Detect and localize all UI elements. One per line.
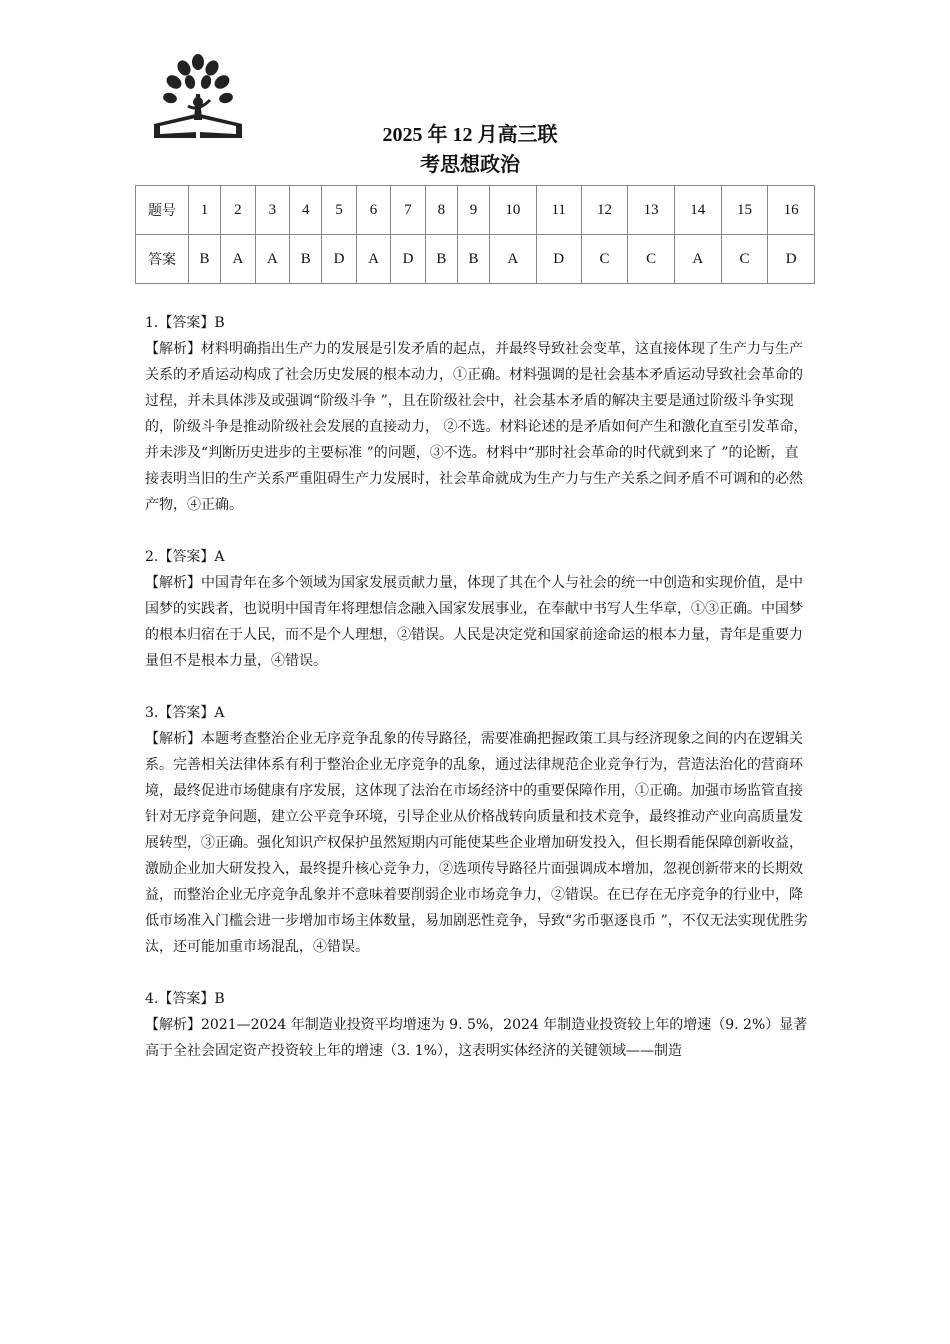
question-number: 3 (255, 186, 290, 235)
question-number: 7 (391, 186, 426, 235)
answer-cell: B (189, 235, 221, 284)
analysis-text: 【解析】中国青年在多个领域为国家发展贡献力量，体现了其在个人与社会的统一中创造和实现价值，是中国梦的实践者，也说明中国青年将理想信念融入国家发展事业，在奉献中书写人生华章，①③正确。中国梦的根本归宿在于人民，而不是个人理想，②错误。人民是决定党和国家前途命运的根本力量，青年是重要力量但不是根本力量，④错误。 (145, 575, 803, 669)
question-number: 5 (322, 186, 357, 235)
answer-table (135, 185, 815, 284)
question-number: 10 (490, 186, 537, 235)
question-number: 14 (674, 186, 721, 235)
title-line-1: 2025 年 12 月高三联 (382, 124, 558, 146)
answer-cell: B (425, 235, 457, 284)
answer-line: 3.【答案】A (145, 705, 225, 721)
answer-cell: A (221, 235, 256, 284)
answer-cell: B (457, 235, 489, 284)
answer-cell: D (768, 235, 815, 284)
question-block-4 (145, 986, 810, 1064)
answer-cell: C (628, 235, 675, 284)
title-line-2: 考思想政治 (420, 154, 520, 176)
question-number: 16 (768, 186, 815, 235)
question-number: 1 (189, 186, 221, 235)
question-number: 8 (425, 186, 457, 235)
answer-cell: D (536, 235, 581, 284)
answer-cell: B (290, 235, 322, 284)
page-title (340, 120, 600, 180)
answer-line: 2.【答案】A (145, 549, 225, 565)
row-label-answer: 答案 (136, 235, 189, 284)
solutions-body (145, 310, 810, 1090)
table-row-numbers (136, 186, 815, 235)
question-number: 11 (536, 186, 581, 235)
analysis-text: 【解析】2021—2024 年制造业投资平均增速为 9. 5%，2024 年制造业投资较上年的增速（9. 2%）显著高于全社会固定资产投资较上年的增速（3. 1%），这表明实体经济的关键领域——制造 (145, 1017, 808, 1059)
analysis-text: 【解析】本题考查整治企业无序竞争乱象的传导路径，需要准确把握政策工具与经济现象之间的内在逻辑关系。完善相关法律体系有利于整治企业无序竞争的乱象，通过法律规范企业竞争行为，营造法治化的营商环境，最终促进市场健康有序发展，这体现了法治在市场经济中的重要保障作用，①正确。加强市场监管直接针对无序竞争问题，建立公平竞争环境，引导企业从价格战转向质量和技术竞争，最终推动产业向高质量发展转型，③正确。强化知识产权保护虽然短期内可能使某些企业增加研发投入，但长期看能保障创新收益，激励企业加大研发投入，最终提升核心竞争力，②选项传导路径片面强调成本增加，忽视创新带来的长期效益，而整治企业无序竞争乱象并不意味着要削弱企业市场竞争力，②错误。在已存在无序竞争的行业中，降低市场准入门槛会进一步增加市场主体数量，易加剧恶性竞争，导致“劣币驱逐良币 ”，不仅无法实现优胜劣汰，还可能加重市场混乱，④错误。 (145, 731, 808, 955)
answer-cell: A (674, 235, 721, 284)
answer-cell: D (322, 235, 357, 284)
question-number: 15 (721, 186, 768, 235)
answer-line: 1.【答案】B (145, 315, 225, 331)
answer-cell: C (721, 235, 768, 284)
question-number: 13 (628, 186, 675, 235)
question-number: 2 (221, 186, 256, 235)
answer-cell: A (255, 235, 290, 284)
analysis-text: 【解析】材料明确指出生产力的发展是引发矛盾的起点，并最终导致社会变革，这直接体现了生产力与生产关系的矛盾运动构成了社会历史发展的根本动力，①正确。材料强调的是社会基本矛盾运动导致社会革命的过程，并未具体涉及或强调“阶级斗争 ”，且在阶级社会中，社会基本矛盾的解决主要是通过阶级斗争实现的，阶级斗争是推动阶级社会发展的直接动力， ②不选。材料论述的是矛盾如何产生和激化直至引发革命，并未涉及“判断历史进步的主要标准 ”的问题，③不选。材料中“那时社会革命的时代就到来了 ”的论断，直接表明当旧的生产关系严重阻碍生产力发展时，社会革命就成为生产力与生产关系之间矛盾不可调和的必然产物，④正确。 (145, 341, 808, 513)
answer-cell: A (356, 235, 391, 284)
question-number: 4 (290, 186, 322, 235)
question-block-2 (145, 544, 810, 674)
question-number: 6 (356, 186, 391, 235)
question-number: 9 (457, 186, 489, 235)
answer-line: 4.【答案】B (145, 991, 225, 1007)
answer-cell: C (581, 235, 628, 284)
table-row-answers (136, 235, 815, 284)
answer-cell: A (490, 235, 537, 284)
answer-cell: D (391, 235, 426, 284)
question-block-1 (145, 310, 810, 518)
row-label-number: 题号 (136, 186, 189, 235)
question-block-3 (145, 700, 810, 960)
question-number: 12 (581, 186, 628, 235)
tree-book-logo (150, 54, 246, 140)
